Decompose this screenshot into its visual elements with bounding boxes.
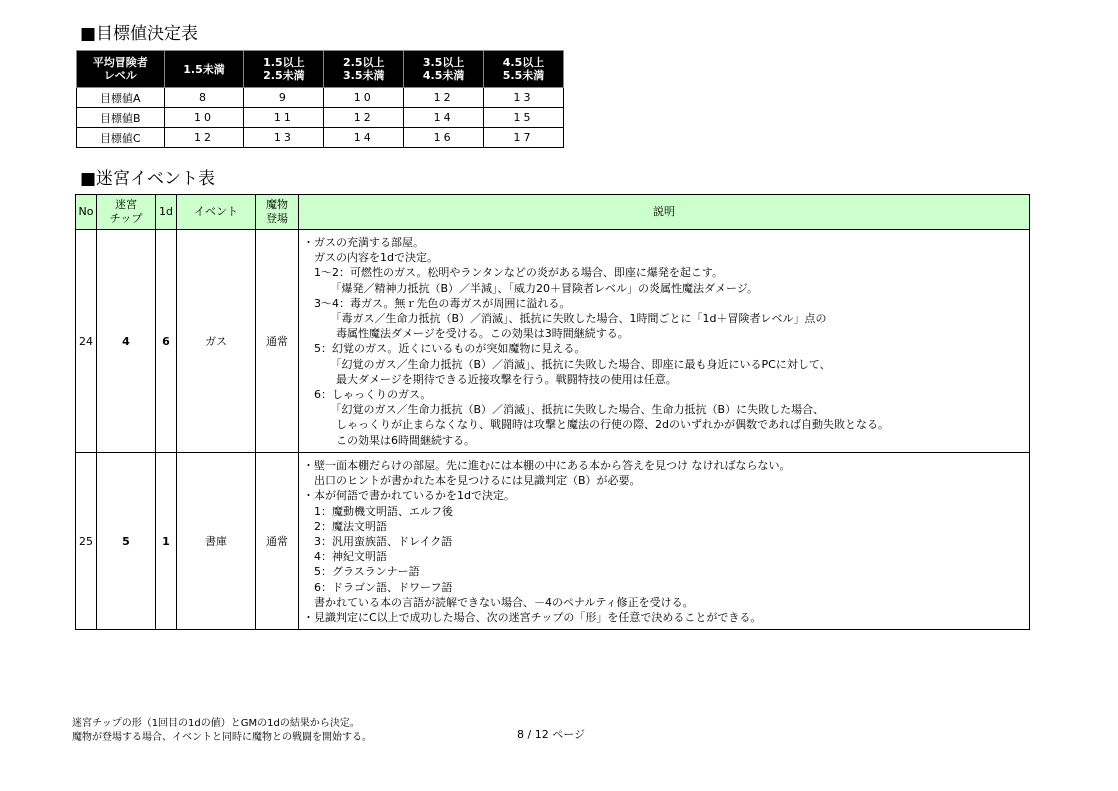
desc-line: しゃっくりが止まらなくなり、戦闘時は攻撃と魔法の行使の際、2dのいずれかが偶数であれば自動失敗となる。 xyxy=(303,418,889,432)
desc-line: 「毒ガス／生命力抵抗（B）／消滅」、抵抗に失敗した場合、1時間ごとに「1d＋冒険者レベル」点の xyxy=(303,312,827,326)
desc-line: 最大ダメージを期待できる近接攻撃を行う。戦闘特技の使用は任意。 xyxy=(303,372,677,386)
page-number: 8 / 12 ページ xyxy=(517,728,585,741)
event-header-monster xyxy=(256,195,299,230)
target-value-table xyxy=(76,50,564,148)
target-row-label: 目標値C xyxy=(77,128,165,148)
event-header-description: 説明 xyxy=(299,195,1030,230)
target-table-row xyxy=(77,128,564,148)
desc-line: 5：グラスランナー語 xyxy=(303,565,420,579)
target-cell: 8 xyxy=(164,88,244,108)
maze-event-table xyxy=(75,194,1030,630)
target-cell: 14 xyxy=(324,128,404,148)
target-cell: 9 xyxy=(244,88,324,108)
event-description xyxy=(299,230,1030,453)
footer-notes xyxy=(72,717,372,745)
desc-line: 「幻覚のガス／生命力抵抗（B）／消滅」、抵抗に失敗した場合、生命力抵抗（B）に失敗した場合、 xyxy=(303,403,825,417)
event-header-event: イベント xyxy=(177,195,256,230)
event-header-monster-line1: 魔物 xyxy=(266,198,288,211)
target-col-header xyxy=(484,51,564,88)
target-header-level xyxy=(77,51,165,88)
target-table-header-row xyxy=(77,51,564,88)
desc-line: 3～4：毒ガス。無ｒ先色の毒ガスが周囲に溢れる。 xyxy=(303,296,571,310)
target-row-label: 目標値B xyxy=(77,108,165,128)
target-col-header-line2: 2.5未満 xyxy=(263,69,305,82)
target-col-header-line1: 3.5以上 xyxy=(422,56,465,69)
footer-note-line1: 迷宮チップの形（1回目の1dの値）とGMの1dの結果から決定。 xyxy=(72,718,360,729)
target-col-header-line1: 2.5以上 xyxy=(343,56,385,69)
event-table-header-row xyxy=(76,195,1030,230)
event-header-no: No xyxy=(76,195,97,230)
target-cell: 12 xyxy=(324,108,404,128)
event-name: ガス xyxy=(177,230,256,453)
event-monster: 通常 xyxy=(256,230,299,453)
target-table-title: ■目標値決定表 xyxy=(80,24,199,44)
desc-line: 5：幻覚のガス。近くにいるものが突如魔物に見える。 xyxy=(303,342,586,356)
footer-note-line2: 魔物が登場する場合、イベントと同時に魔物との戦闘を開始する。 xyxy=(72,732,372,743)
desc-line: 2：魔法文明語 xyxy=(303,519,387,533)
target-row-label: 目標値A xyxy=(77,88,165,108)
target-header-line2: レベル xyxy=(103,69,137,82)
event-row xyxy=(76,230,1030,453)
target-table-row xyxy=(77,108,564,128)
event-header-chip-line2: チップ xyxy=(109,212,143,225)
target-col-header xyxy=(404,51,484,88)
event-header-chip xyxy=(97,195,156,230)
desc-line: 3：汎用蛮族語、ドレイク語 xyxy=(303,535,453,549)
desc-line: 1：魔動機文明語、エルフ後 xyxy=(303,504,453,518)
event-table-title: ■迷宮イベント表 xyxy=(80,169,216,189)
event-name: 書庫 xyxy=(177,453,256,630)
desc-line: ・壁一面本棚だらけの部屋。先に進むには本棚の中にある本から答えを見つけ なければならない。 xyxy=(303,459,791,472)
target-cell: 12 xyxy=(404,88,484,108)
target-cell: 10 xyxy=(164,108,244,128)
target-col-header xyxy=(164,51,244,88)
desc-line: この効果は6時間継続する。 xyxy=(303,433,475,447)
target-col-header-line2: 4.5未満 xyxy=(422,69,465,82)
event-no: 24 xyxy=(76,230,97,453)
event-1d: 1 xyxy=(156,453,177,630)
desc-line: 「幻覚のガス／生命力抵抗（B）／消滅」、抵抗に失敗した場合、即座に最も身近にいるPCに対して、 xyxy=(303,357,831,371)
desc-line: ・本が何語で書かれているかを1dで決定。 xyxy=(303,489,515,503)
target-col-header-line1: 1.5以上 xyxy=(263,56,305,69)
event-row xyxy=(76,453,1030,630)
target-cell: 16 xyxy=(404,128,484,148)
desc-line: 6：ドラゴン語、ドワーフ語 xyxy=(303,580,453,594)
desc-line: 書かれている本の言語が読解できない場合、－4のペナルティ修正を受ける。 xyxy=(303,595,694,609)
event-header-monster-line2: 登場 xyxy=(266,212,288,225)
target-cell: 17 xyxy=(484,128,564,148)
target-col-header xyxy=(244,51,324,88)
desc-line: 1～2：可燃性のガス。松明やランタンなどの炎がある場合、即座に爆発を起こす。 xyxy=(303,266,724,280)
desc-line: 出口のヒントが書かれた本を見つけるには見識判定（B）が必要。 xyxy=(303,474,641,488)
event-1d: 6 xyxy=(156,230,177,453)
target-cell: 13 xyxy=(244,128,324,148)
event-chip: 5 xyxy=(97,453,156,630)
desc-line: 毒属性魔法ダメージを受ける。この効果は3時間継続する。 xyxy=(303,327,629,341)
event-no: 25 xyxy=(76,453,97,630)
target-cell: 10 xyxy=(324,88,404,108)
target-col-header-line2: 3.5未満 xyxy=(343,69,385,82)
target-cell: 11 xyxy=(244,108,324,128)
event-header-1d: 1d xyxy=(156,195,177,230)
target-table-row xyxy=(77,88,564,108)
desc-line: 4：神紀文明語 xyxy=(303,550,387,564)
desc-line: ガスの内容を1dで決定。 xyxy=(303,251,438,265)
target-header-line1: 平均冒険者 xyxy=(92,56,148,69)
target-cell: 12 xyxy=(164,128,244,148)
event-monster: 通常 xyxy=(256,453,299,630)
target-col-header xyxy=(324,51,404,88)
desc-line: 「爆発／精神力抵抗（B）／半減」、「威力20＋冒険者レベル」の炎属性魔法ダメージ。 xyxy=(303,281,758,295)
target-col-header-line1: 4.5以上 xyxy=(502,56,545,69)
target-col-header-line2: 5.5未満 xyxy=(502,69,545,82)
event-description xyxy=(299,453,1030,630)
event-header-chip-line1: 迷宮 xyxy=(115,198,137,211)
target-cell: 15 xyxy=(484,108,564,128)
target-col-header-line1: 1.5未満 xyxy=(183,62,225,76)
desc-line: ・ガスの充満する部屋。 xyxy=(303,236,424,249)
desc-line: ・見識判定にC以上で成功した場合、次の迷宮チップの「形」を任意で決めることができる。 xyxy=(303,611,762,625)
desc-line: 6：しゃっくりのガス。 xyxy=(303,388,432,402)
event-chip: 4 xyxy=(97,230,156,453)
target-cell: 14 xyxy=(404,108,484,128)
target-cell: 13 xyxy=(484,88,564,108)
